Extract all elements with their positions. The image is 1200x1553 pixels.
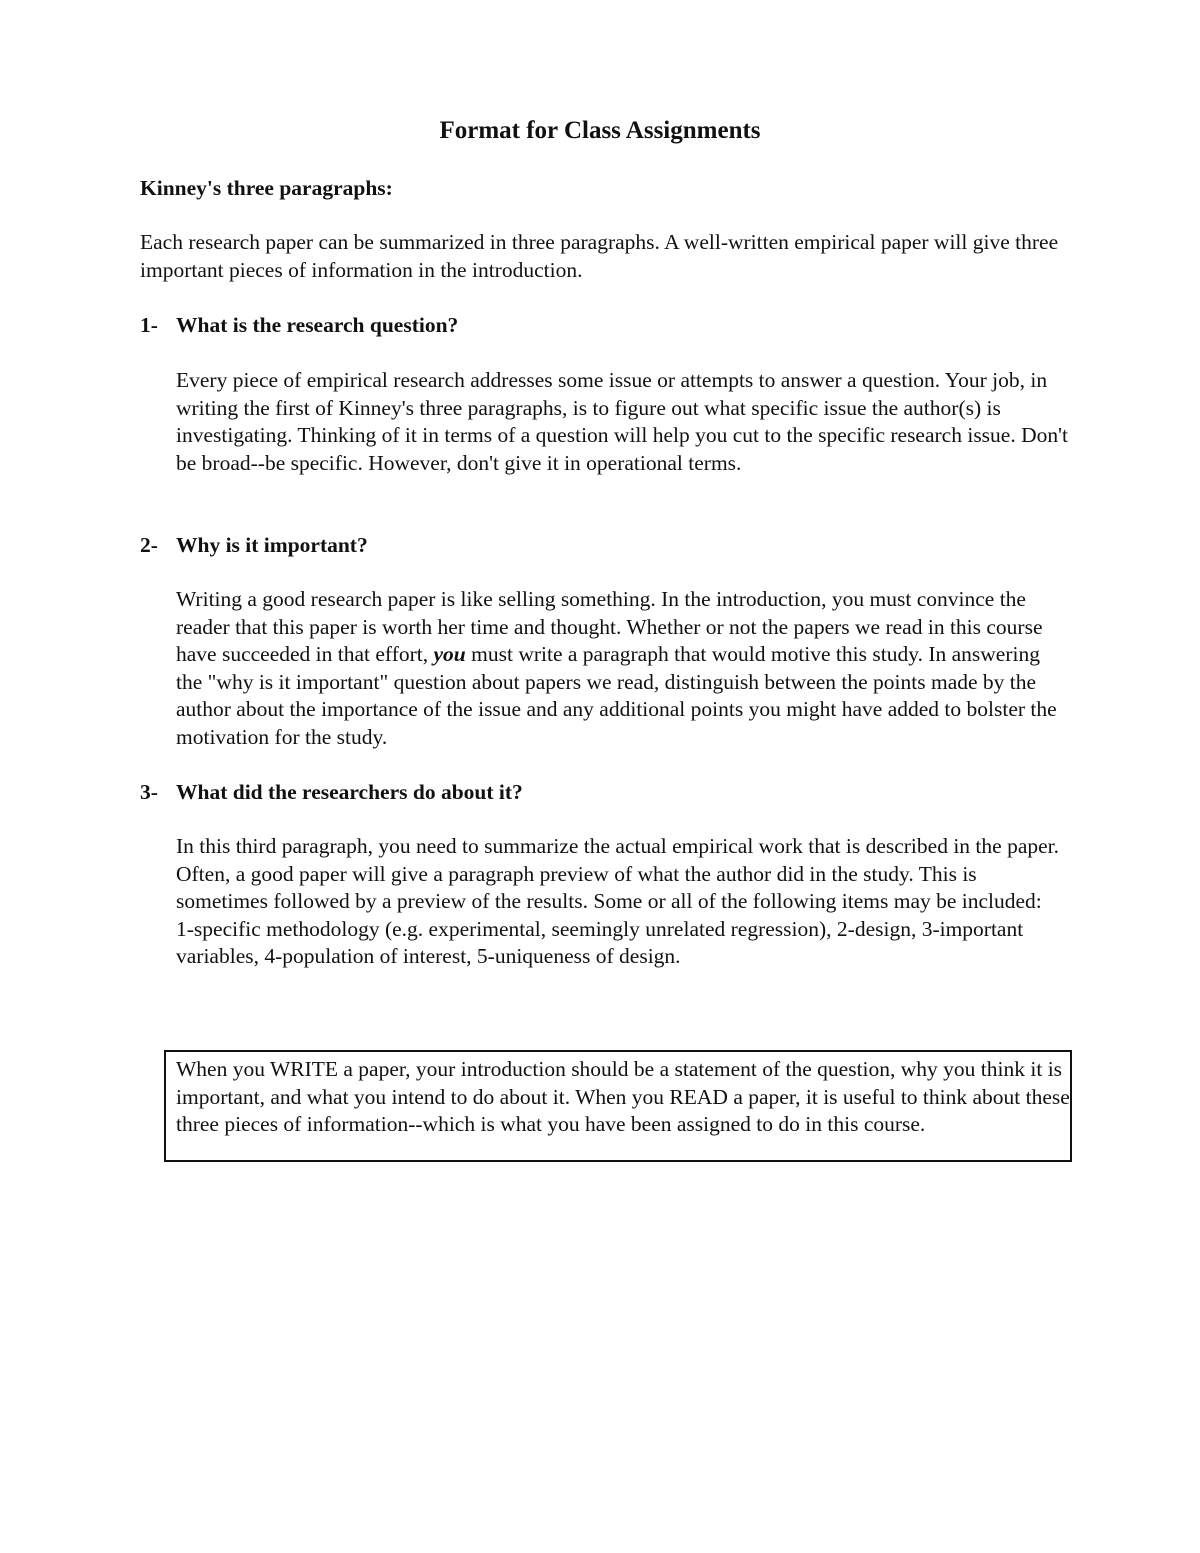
item-2-body <box>176 586 1071 751</box>
summary-box-text: When you WRITE a paper, your introduction should be a statement of the question, why you think it is important, and what you intend to do about it. When you READ a paper, it is useful to think about these three pieces of information--which is what you have been assigned to do in this course. <box>176 1057 1070 1136</box>
item-3-body: In this third paragraph, you need to summarize the actual empirical work that is described in the paper. Often, a good paper will give a paragraph preview of what the author did in the study. This is sometimes followed by a preview of the results. Some or all of the following items may be included: <box>176 834 1060 913</box>
item-1-number: 1- <box>140 313 158 337</box>
intro-paragraph: Each research paper can be summarized in three paragraphs. A well-written empirical paper will give three important pieces of information in the introduction. <box>140 230 1059 282</box>
item-3-heading-text: What did the researchers do about it? <box>176 780 523 804</box>
item-2-body-part1: Writing a good research paper is like selling something. In the introduction, you must convince the reader that this paper is worth her time and thought. Whether or not the papers we read in this course have succeeded in that effort, <box>176 587 1043 666</box>
item-2-heading <box>140 532 368 560</box>
item-3-heading <box>140 779 523 807</box>
item-2-body-emphasis: you <box>433 642 466 666</box>
item-3-number: 3- <box>140 780 158 804</box>
item-1-heading <box>140 312 458 340</box>
summary-box <box>164 1050 1072 1162</box>
item-1-heading-text: What is the research question? <box>176 313 459 337</box>
item-2-number: 2- <box>140 533 158 557</box>
item-3-body-block <box>176 833 1071 971</box>
document-title: Format for Class Assignments <box>439 117 761 144</box>
item-2-heading-text: Why is it important? <box>176 533 368 557</box>
item-1-body: Every piece of empirical research addresses some issue or attempts to answer a question. Your job, in writing the first of Kinney's three paragraphs, is to figure out what specific issue the author(s) is investigating. Thinking of it in terms of a question will help you cut to the specific research issue. Don't be broad--be specific. However, don't give it in operational terms. <box>176 368 1068 475</box>
section-heading: Kinney's three paragraphs: <box>140 176 393 200</box>
item-2-body-part2: must write a paragraph that would motive this study. In answering the "why is it important" question about papers we read, distinguish between the points made by the author about the importance of the issue and any additional points you might have added to bolster the motivation for the study. <box>176 642 1057 749</box>
item-3-body-list: 1-specific methodology (e.g. experimental, seemingly unrelated regression), 2-design, 3-important variables, 4-population of interest, 5-uniqueness of design. <box>176 916 1024 968</box>
